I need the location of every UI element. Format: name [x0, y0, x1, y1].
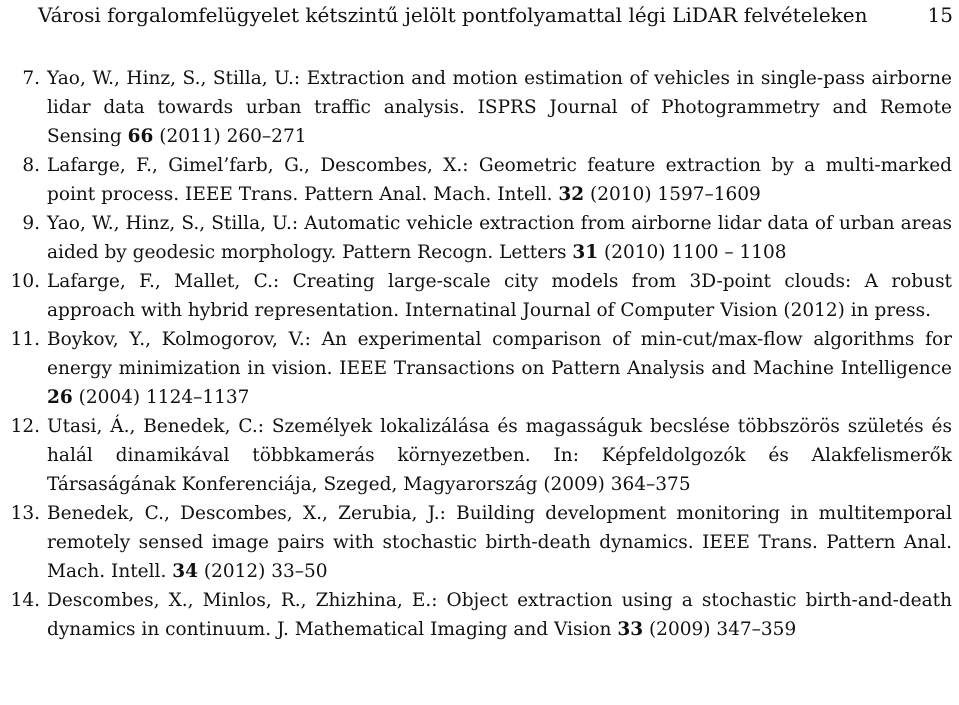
reference-body: Lafarge, F., Gimel’farb, G., Descombes, X.: Geometric feature extraction by a multi-marked point process. IEEE Trans. Pattern Anal. Mach. Intell. [47, 155, 952, 205]
reference-volume: 33 [617, 619, 644, 640]
page-number: 15 [927, 3, 953, 27]
reference-number: 14. [10, 590, 40, 611]
reference-number: 13. [10, 503, 40, 524]
reference-item [0, 325, 952, 412]
reference-text [47, 64, 952, 151]
reference-tail: (2004) 1124–1137 [72, 387, 250, 408]
reference-item [0, 412, 952, 499]
reference-item [0, 586, 952, 644]
reference-volume: 26 [47, 387, 73, 408]
reference-number: 10. [10, 271, 40, 292]
reference-item [0, 499, 952, 586]
reference-item [0, 209, 952, 267]
reference-body: Utasi, Á., Benedek, C.: Személyek lokalizálása és magasságuk becslése többszörös születés és halál dinamikával többkamerás környezetben. In: Képfeldolgozók és Alakfelismerők Társaságának Konferenciája, Szeged, Magyarország (2009) 364–375 [47, 416, 952, 495]
reference-body: Descombes, X., Minlos, R., Zhizhina, E.: Object extraction using a stochastic birth-and-death dynamics in continuum. J. Mathematical Imaging and Vision [47, 590, 952, 640]
reference-body: Boykov, Y., Kolmogorov, V.: An experimental comparison of min-cut/max-flow algorithms for energy minimization in vision. IEEE Transactions on Pattern Analysis and Machine Intelligence [47, 329, 952, 379]
reference-number: 7. [22, 68, 40, 89]
running-header [38, 2, 953, 28]
reference-tail: (2011) 260–271 [153, 126, 307, 147]
reference-number: 8. [22, 155, 40, 176]
reference-volume: 66 [127, 126, 154, 147]
reference-item [0, 64, 952, 151]
reference-volume: 32 [558, 184, 585, 205]
reference-body: Lafarge, F., Mallet, C.: Creating large-scale city models from 3D-point clouds: A robust approach with hybrid representation. Internatinal Journal of Computer Vision (2012) in press. [47, 271, 952, 321]
reference-text [47, 267, 952, 325]
reference-body: Yao, W., Hinz, S., Stilla, U.: Automatic vehicle extraction from airborne lidar data of urban areas aided by geodesic morphology. Pattern Recogn. Letters [47, 213, 952, 263]
reference-item [0, 267, 952, 325]
reference-volume: 31 [572, 242, 599, 263]
reference-text [47, 412, 952, 499]
reference-item [0, 151, 952, 209]
reference-tail: (2012) 33–50 [197, 561, 328, 582]
reference-text [47, 325, 952, 412]
reference-list [0, 64, 959, 644]
reference-body: Yao, W., Hinz, S., Stilla, U.: Extraction and motion estimation of vehicles in single-pass airborne lidar data towards urban traffic analysis. ISPRS Journal of Photogrammetry and Remote Sensing [47, 68, 952, 147]
reference-number: 9. [22, 213, 40, 234]
reference-text [47, 151, 952, 209]
reference-tail: (2009) 347–359 [643, 619, 797, 640]
reference-tail: (2010) 1100 – 1108 [598, 242, 787, 263]
reference-text [47, 209, 952, 267]
reference-volume: 34 [172, 561, 198, 582]
reference-text [47, 499, 952, 586]
running-header-title: Városi forgalomfelügyelet kétszintű jelölt pontfolyamattal légi LiDAR felvételeken [38, 3, 868, 27]
reference-body: Benedek, C., Descombes, X., Zerubia, J.: Building development monitoring in multitemporal remotely sensed image pairs with stochastic birth-death dynamics. IEEE Trans. Pattern Anal. Mach. Intell. [47, 503, 952, 582]
reference-number: 11. [10, 329, 40, 350]
reference-text [47, 586, 952, 644]
reference-tail: (2010) 1597–1609 [584, 184, 761, 205]
reference-number: 12. [10, 416, 40, 437]
